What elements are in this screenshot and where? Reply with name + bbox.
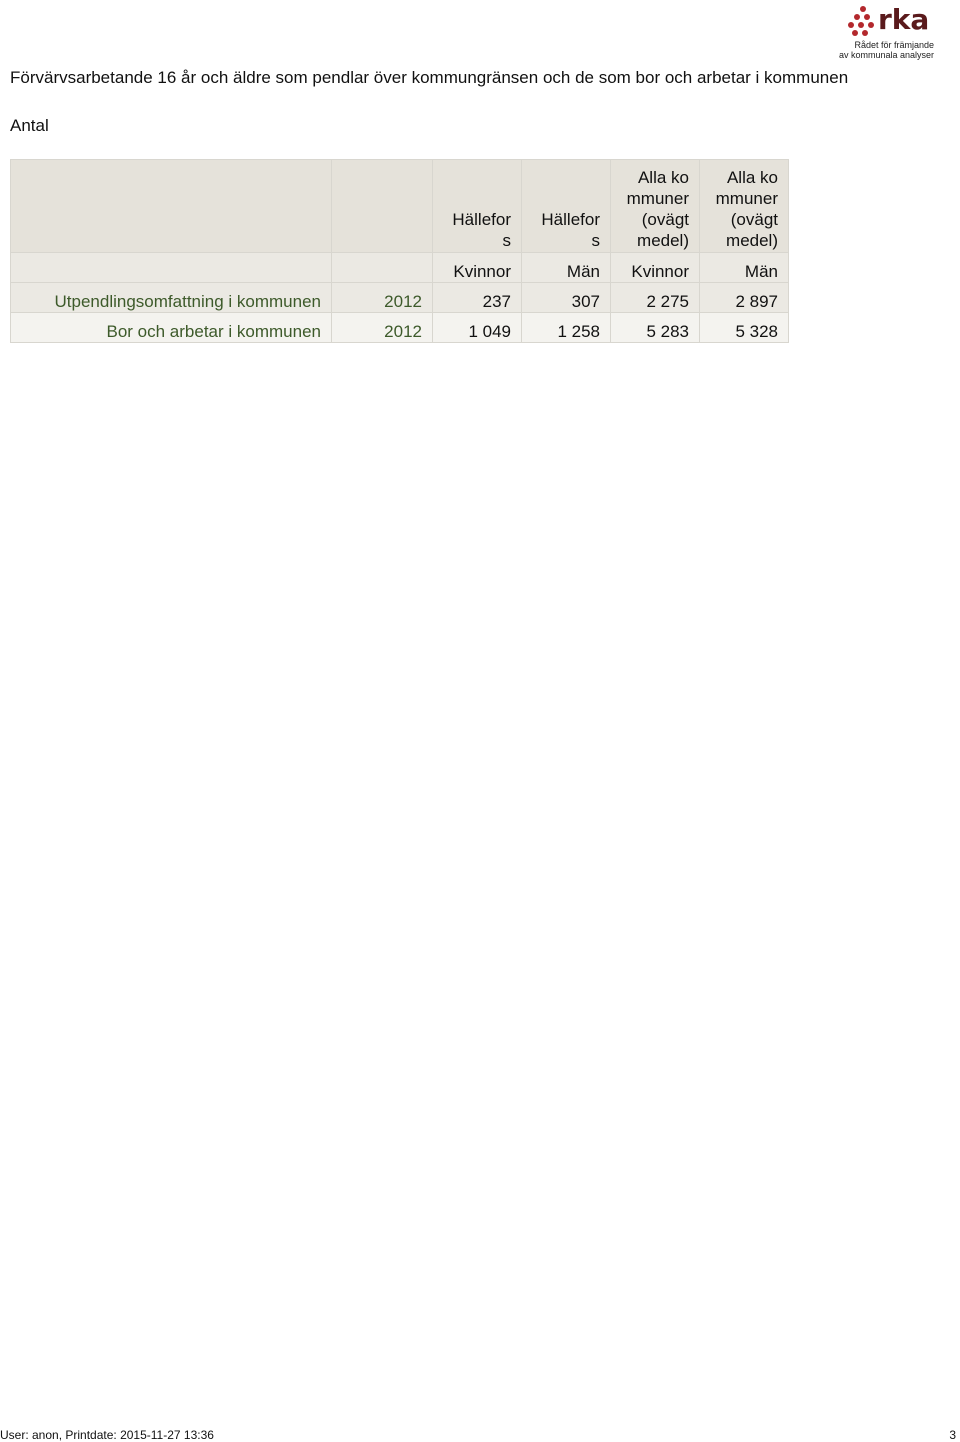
table-row bbox=[11, 283, 789, 313]
table-cell: 5 283 bbox=[611, 313, 700, 343]
table-cell: 307 bbox=[522, 283, 611, 313]
subheader-cell: Kvinnor bbox=[611, 253, 700, 283]
logo-tagline-2: av kommunala analyser bbox=[838, 50, 934, 60]
logo-tagline-1: Rådet för främjande bbox=[854, 40, 934, 50]
data-table bbox=[10, 159, 789, 343]
header-cell: Alla ko mmuner (ovägt medel) bbox=[700, 160, 789, 253]
table-cell: 237 bbox=[433, 283, 522, 313]
table-cell: 5 328 bbox=[700, 313, 789, 343]
page-title: Förvärvsarbetande 16 år och äldre som pendlar över kommungränsen och de som bor och arbetar i kommunen bbox=[10, 68, 849, 87]
logo-wordmark: rka bbox=[878, 3, 930, 36]
header-cell: Alla ko mmuner (ovägt medel) bbox=[611, 160, 700, 253]
subheader-cell: Kvinnor bbox=[433, 253, 522, 283]
dots-logo-icon bbox=[848, 6, 878, 36]
header-cell bbox=[332, 160, 433, 253]
header-cell: Hällefor s bbox=[522, 160, 611, 253]
print-info: User: anon, Printdate: 2015-11-27 13:36 bbox=[0, 1428, 214, 1442]
table-row bbox=[11, 313, 789, 343]
table-subheader-row bbox=[11, 253, 789, 283]
subheader-cell bbox=[332, 253, 433, 283]
header-cell bbox=[11, 160, 332, 253]
subheader-cell: Män bbox=[522, 253, 611, 283]
page-subtitle: Antal bbox=[10, 116, 49, 135]
row-year: 2012 bbox=[332, 283, 433, 313]
table-cell: 1 258 bbox=[522, 313, 611, 343]
row-label: Utpendlingsomfattning i kommunen bbox=[11, 283, 332, 313]
table-cell: 1 049 bbox=[433, 313, 522, 343]
table-header-row bbox=[11, 160, 789, 253]
row-label: Bor och arbetar i kommunen bbox=[11, 313, 332, 343]
header-cell: Hällefor s bbox=[433, 160, 522, 253]
table-cell: 2 897 bbox=[700, 283, 789, 313]
rka-logo bbox=[838, 3, 934, 60]
subheader-cell bbox=[11, 253, 332, 283]
table-cell: 2 275 bbox=[611, 283, 700, 313]
page-number: 3 bbox=[949, 1428, 956, 1442]
subheader-cell: Män bbox=[700, 253, 789, 283]
row-year: 2012 bbox=[332, 313, 433, 343]
